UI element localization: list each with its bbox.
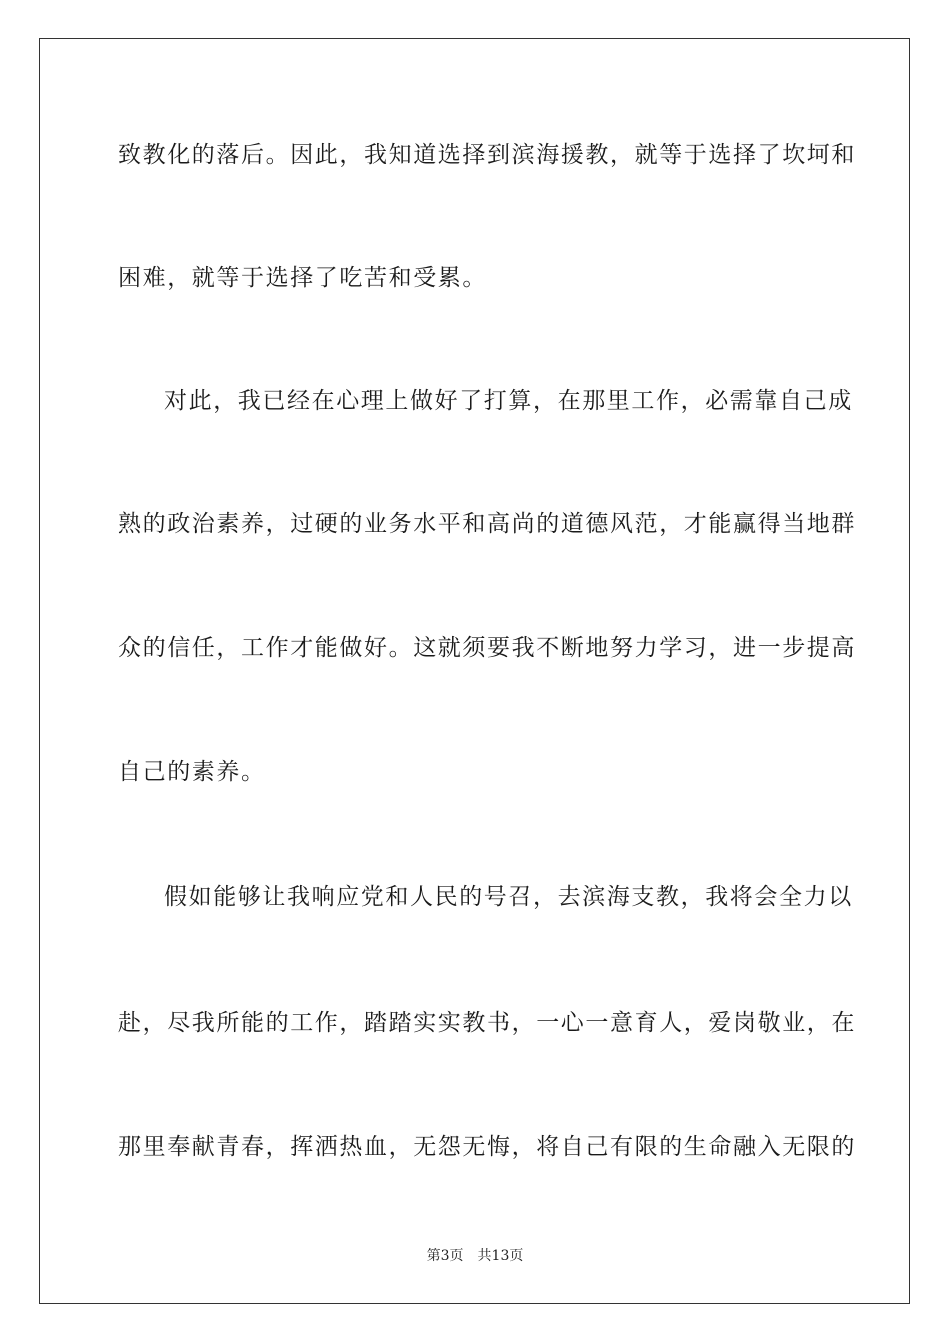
text-line-2: 困难，就等于选择了吃苦和受累。 xyxy=(118,265,487,291)
text-line-1: 致教化的落后。因此，我知道选择到滨海援教，就等于选择了坎坷和 xyxy=(118,142,856,168)
page-footer xyxy=(0,1246,950,1266)
text-line-8: 赴，尽我所能的工作，踏踏实实教书，一心一意育人，爱岗敬业，在 xyxy=(118,1010,856,1036)
paragraph-start-line-7: 假如能够让我响应党和人民的号召，去滨海支教，我将会全力以 xyxy=(164,884,853,910)
text-line-9: 那里奉献青春，挥洒热血，无怨无悔，将自己有限的生命融入无限的 xyxy=(118,1134,856,1160)
page-border xyxy=(39,38,910,1304)
text-line-5: 众的信任，工作才能做好。这就须要我不断地努力学习，进一步提高 xyxy=(118,635,856,661)
text-line-4: 熟的政治素养，过硬的业务水平和高尚的道德风范，才能赢得当地群 xyxy=(118,511,856,537)
paragraph-start-line-3: 对此，我已经在心理上做好了打算，在那里工作，必需靠自己成 xyxy=(164,388,853,414)
text-line-6: 自己的素养。 xyxy=(118,759,266,785)
total-pages-label: 共13页 xyxy=(477,1248,524,1264)
current-page-label: 第3页 xyxy=(426,1248,464,1264)
